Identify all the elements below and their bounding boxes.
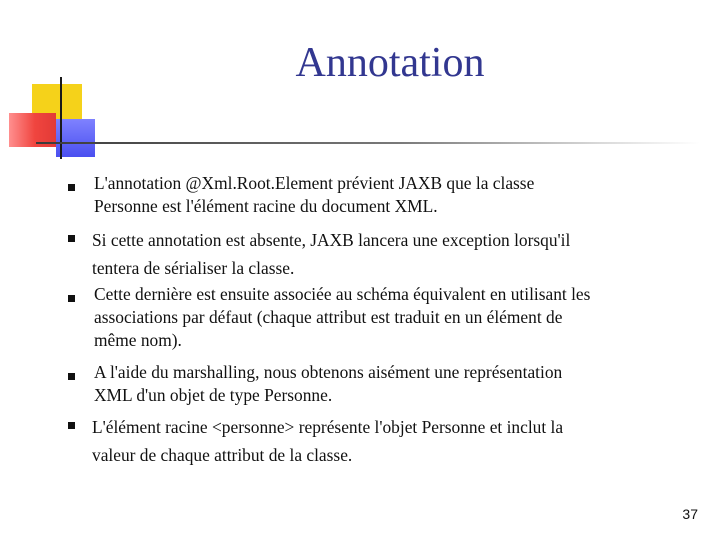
bullet-text: L'annotation @Xml.Root.Element prévient JAXB que la classe Personne est l'élément racine du document XML. [94, 173, 535, 216]
title-divider-line [36, 142, 700, 144]
square-bullet-icon [68, 235, 75, 242]
page-number: 37 [682, 506, 698, 522]
logo-vertical-line [60, 77, 62, 159]
square-bullet-icon [68, 373, 75, 380]
bullet-text: Si cette annotation est absente, JAXB lancera une exception lorsqu'il tentera de sérialiser la classe. [92, 230, 571, 278]
square-bullet-icon [68, 422, 75, 429]
square-bullet-icon [68, 184, 75, 191]
bullet-text: L'élément racine <personne> représente l'objet Personne et inclut la valeur de chaque attribut de la classe. [92, 417, 564, 465]
slide-title: Annotation [295, 40, 485, 86]
square-bullet-icon [68, 295, 75, 302]
bullet-text: A l'aide du marshalling, nous obtenons aisément une représentation XML d'un objet de type Personne. [94, 362, 563, 405]
bullet-text: Cette dernière est ensuite associée au schéma équivalent en utilisant les associations par défaut (chaque attribut est traduit en un élément de même nom). [94, 284, 591, 350]
